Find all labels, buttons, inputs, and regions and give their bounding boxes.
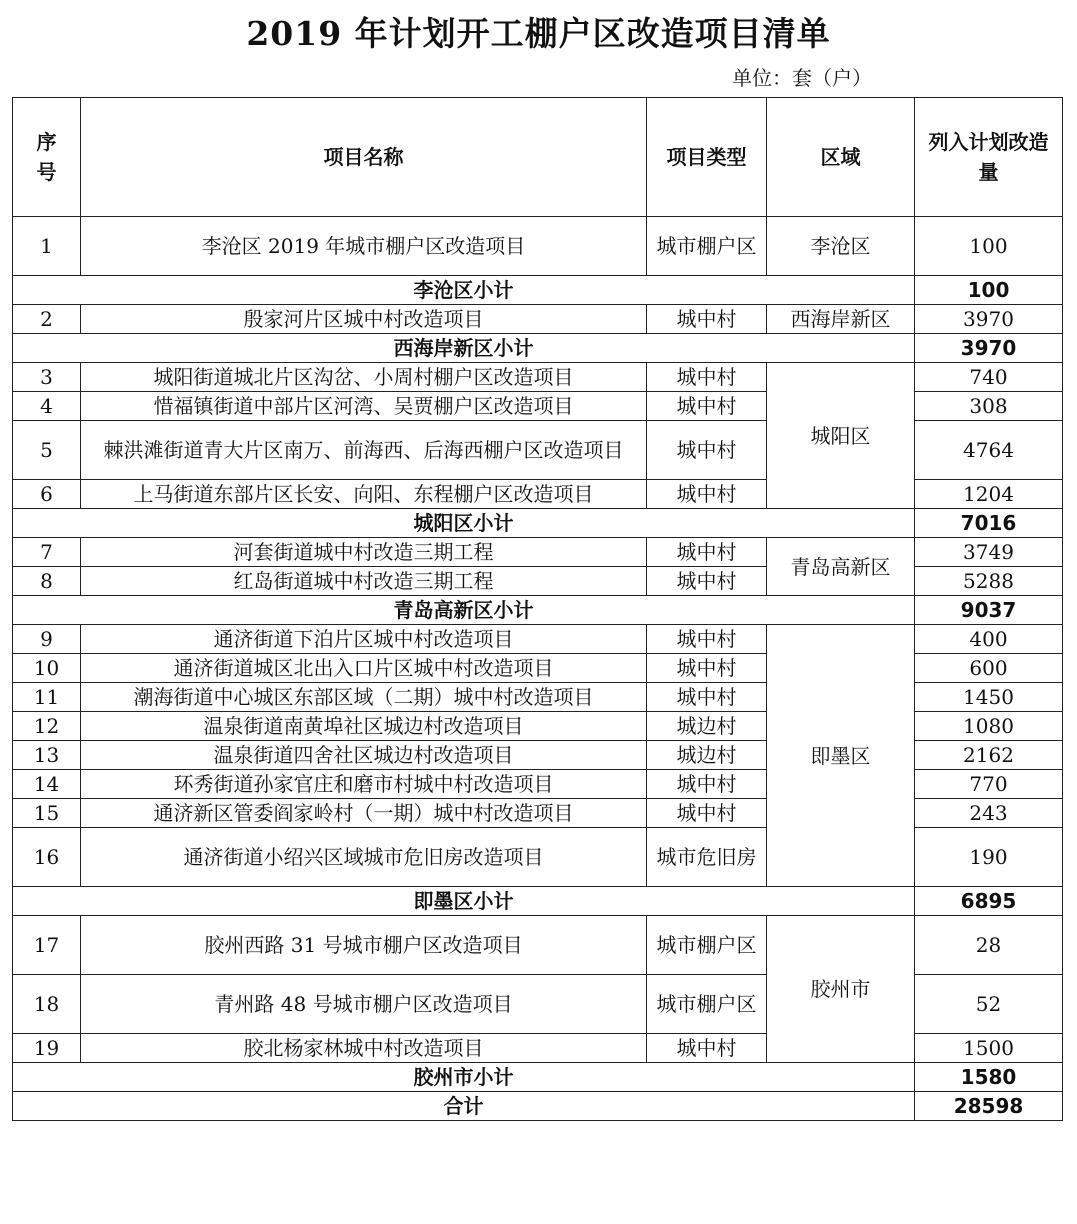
row-amount: 770	[915, 770, 1063, 799]
row-no: 14	[13, 770, 81, 799]
row-amount: 400	[915, 625, 1063, 654]
row-no: 7	[13, 538, 81, 567]
header-type: 项目类型	[647, 98, 767, 217]
subtotal-row	[13, 887, 1063, 916]
row-type: 城市棚户区	[647, 217, 767, 276]
total-row	[13, 1092, 1063, 1121]
page-title: 2019 年计划开工棚户区改造项目清单	[246, 14, 831, 53]
row-type: 城中村	[647, 567, 767, 596]
row-amount: 52	[915, 975, 1063, 1034]
row-amount: 2162	[915, 741, 1063, 770]
row-amount: 1080	[915, 712, 1063, 741]
row-region: 西海岸新区	[767, 305, 915, 334]
project-table	[12, 97, 1063, 1121]
row-type: 城中村	[647, 625, 767, 654]
row-amount: 600	[915, 654, 1063, 683]
row-region: 李沧区	[767, 217, 915, 276]
subtotal-amount: 100	[915, 276, 1063, 305]
row-type: 城中村	[647, 654, 767, 683]
subtotal-row	[13, 1063, 1063, 1092]
table-row	[13, 363, 1063, 392]
row-no: 4	[13, 392, 81, 421]
row-type: 城中村	[647, 799, 767, 828]
row-no: 17	[13, 916, 81, 975]
subtotal-row	[13, 276, 1063, 305]
subtotal-amount: 9037	[915, 596, 1063, 625]
total-amount: 28598	[915, 1092, 1063, 1121]
subtotal-amount: 1580	[915, 1063, 1063, 1092]
header-seq: 序号	[13, 98, 81, 217]
row-amount: 4764	[915, 421, 1063, 480]
row-amount: 3970	[915, 305, 1063, 334]
row-amount: 1500	[915, 1034, 1063, 1063]
row-no: 5	[13, 421, 81, 480]
subtotal-label: 李沧区小计	[13, 276, 915, 305]
row-name: 河套街道城中村改造三期工程	[81, 538, 647, 567]
header-row	[13, 98, 1063, 217]
table-row	[13, 305, 1063, 334]
row-no: 12	[13, 712, 81, 741]
row-amount: 28	[915, 916, 1063, 975]
row-region: 青岛高新区	[767, 538, 915, 596]
subtotal-row	[13, 509, 1063, 538]
row-name: 红岛街道城中村改造三期工程	[81, 567, 647, 596]
table-row	[13, 625, 1063, 654]
row-type: 城中村	[647, 683, 767, 712]
row-no: 1	[13, 217, 81, 276]
row-type: 城中村	[647, 305, 767, 334]
row-amount: 190	[915, 828, 1063, 887]
header-region: 区域	[767, 98, 915, 217]
row-type: 城市棚户区	[647, 975, 767, 1034]
row-type: 城中村	[647, 392, 767, 421]
row-name: 棘洪滩街道青大片区南万、前海西、后海西棚户区改造项目	[81, 421, 647, 480]
row-type: 城中村	[647, 363, 767, 392]
row-no: 3	[13, 363, 81, 392]
subtotal-amount: 6895	[915, 887, 1063, 916]
row-amount: 740	[915, 363, 1063, 392]
row-region: 城阳区	[767, 363, 915, 509]
row-amount: 308	[915, 392, 1063, 421]
row-name: 温泉街道南黄埠社区城边村改造项目	[81, 712, 647, 741]
row-region: 即墨区	[767, 625, 915, 887]
row-name: 青州路 48 号城市棚户区改造项目	[81, 975, 647, 1034]
row-name: 通济街道城区北出入口片区城中村改造项目	[81, 654, 647, 683]
subtotal-label: 西海岸新区小计	[13, 334, 915, 363]
row-no: 10	[13, 654, 81, 683]
row-name: 李沧区 2019 年城市棚户区改造项目	[81, 217, 647, 276]
table-row	[13, 916, 1063, 975]
table-row	[13, 217, 1063, 276]
subtotal-row	[13, 596, 1063, 625]
row-no: 19	[13, 1034, 81, 1063]
row-amount: 243	[915, 799, 1063, 828]
row-no: 15	[13, 799, 81, 828]
row-no: 6	[13, 480, 81, 509]
row-name: 潮海街道中心城区东部区域（二期）城中村改造项目	[81, 683, 647, 712]
header-amount: 列入计划改造量	[915, 98, 1063, 217]
row-amount: 100	[915, 217, 1063, 276]
row-amount: 1204	[915, 480, 1063, 509]
row-type: 城中村	[647, 538, 767, 567]
subtotal-amount: 3970	[915, 334, 1063, 363]
row-name: 上马街道东部片区长安、向阳、东程棚户区改造项目	[81, 480, 647, 509]
row-no: 11	[13, 683, 81, 712]
row-no: 8	[13, 567, 81, 596]
row-type: 城市棚户区	[647, 916, 767, 975]
row-no: 9	[13, 625, 81, 654]
subtotal-label: 胶州市小计	[13, 1063, 915, 1092]
row-no: 13	[13, 741, 81, 770]
subtotal-label: 即墨区小计	[13, 887, 915, 916]
subtotal-amount: 7016	[915, 509, 1063, 538]
row-type: 城边村	[647, 741, 767, 770]
row-region: 胶州市	[767, 916, 915, 1063]
row-name: 环秀街道孙家官庄和磨市村城中村改造项目	[81, 770, 647, 799]
row-amount: 1450	[915, 683, 1063, 712]
row-type: 城中村	[647, 480, 767, 509]
row-name: 殷家河片区城中村改造项目	[81, 305, 647, 334]
row-type: 城边村	[647, 712, 767, 741]
row-type: 城中村	[647, 770, 767, 799]
row-type: 城市危旧房	[647, 828, 767, 887]
row-no: 2	[13, 305, 81, 334]
row-name: 惜福镇街道中部片区河湾、吴贾棚户区改造项目	[81, 392, 647, 421]
table-row	[13, 538, 1063, 567]
total-label: 合计	[13, 1092, 915, 1121]
row-amount: 3749	[915, 538, 1063, 567]
row-name: 通济街道小绍兴区域城市危旧房改造项目	[81, 828, 647, 887]
row-no: 18	[13, 975, 81, 1034]
row-name: 胶州西路 31 号城市棚户区改造项目	[81, 916, 647, 975]
row-name: 通济街道下泊片区城中村改造项目	[81, 625, 647, 654]
row-type: 城中村	[647, 1034, 767, 1063]
header-name: 项目名称	[81, 98, 647, 217]
row-type: 城中村	[647, 421, 767, 480]
subtotal-label: 青岛高新区小计	[13, 596, 915, 625]
row-name: 城阳街道城北片区沟岔、小周村棚户区改造项目	[81, 363, 647, 392]
subtotal-row	[13, 334, 1063, 363]
row-no: 16	[13, 828, 81, 887]
row-name: 胶北杨家林城中村改造项目	[81, 1034, 647, 1063]
row-amount: 5288	[915, 567, 1063, 596]
subtotal-label: 城阳区小计	[13, 509, 915, 538]
unit-label: 单位：套（户）	[732, 66, 872, 90]
row-name: 温泉街道四舍社区城边村改造项目	[81, 741, 647, 770]
row-name: 通济新区管委阎家岭村（一期）城中村改造项目	[81, 799, 647, 828]
